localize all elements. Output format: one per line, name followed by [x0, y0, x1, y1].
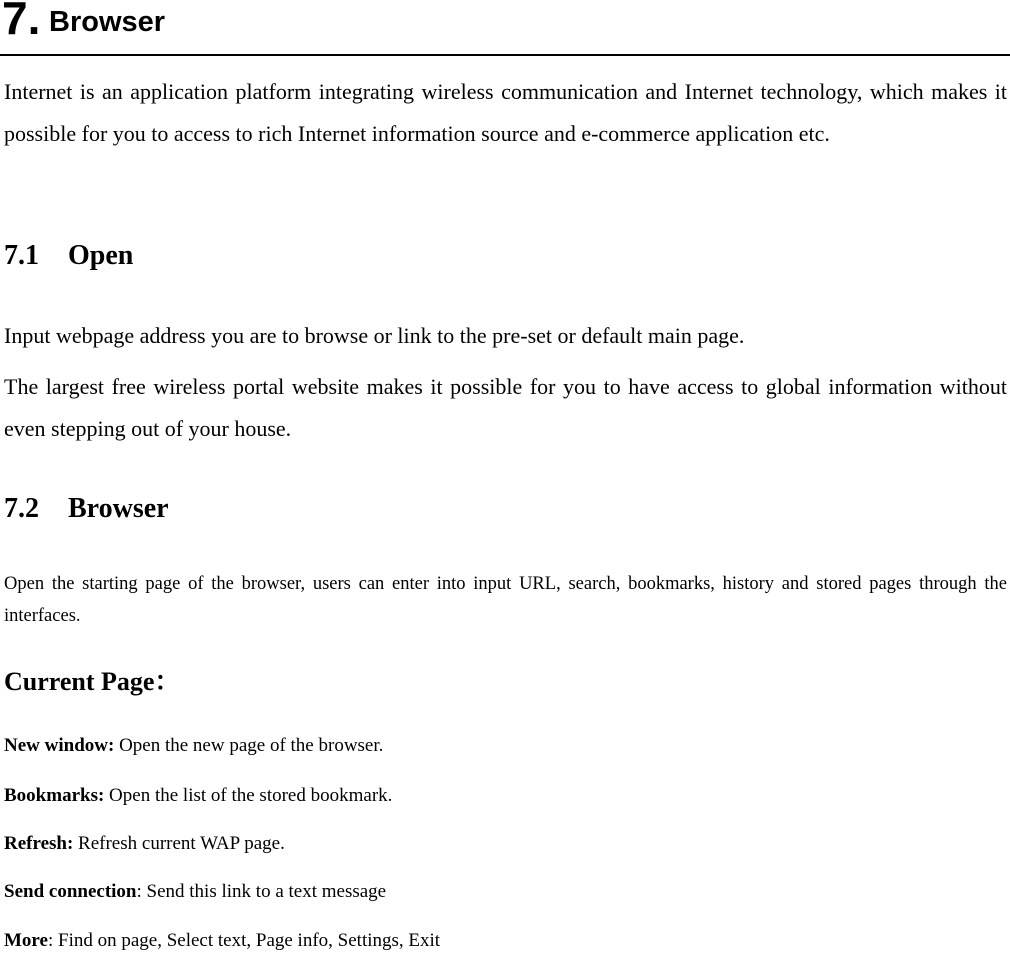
list-item-more [4, 927, 440, 955]
chapter-title: Browser [49, 6, 166, 38]
current-page-heading: Current Page： [4, 667, 181, 696]
item-description: Open the list of the stored bookmark. [104, 785, 393, 806]
list-item-new-window [4, 732, 383, 760]
item-term: More [4, 930, 48, 951]
item-description: Open the new page of the browser. [114, 735, 384, 756]
section-title: Browser [68, 493, 169, 524]
item-term: Refresh: [4, 833, 74, 854]
item-term: New window: [4, 735, 115, 756]
section-number: 7.2 [4, 493, 39, 524]
item-description: Refresh current WAP page. [73, 833, 285, 854]
chapter-heading [0, 0, 1010, 56]
list-item-refresh [4, 830, 285, 858]
list-item-bookmarks [4, 782, 392, 810]
list-item-send-connection [4, 878, 386, 906]
browser-paragraph-1: Open the starting page of the browser, users can enter into input URL, search, bookmarks, history and stored pages through the interfaces. [4, 574, 1007, 626]
section-heading-open [4, 238, 133, 274]
item-description: : Send this link to a text message [136, 881, 387, 902]
intro-paragraph: Internet is an application platform integrating wireless communication and Internet technology, which makes it possible for you to access to rich Internet information source and e-commerce application etc. [4, 79, 1007, 146]
open-paragraph-1: Input webpage address you are to browse or link to the pre-set or default main page. [4, 323, 745, 348]
item-description: : Find on page, Select text, Page info, Settings, Exit [47, 930, 441, 951]
section-heading-browser [4, 491, 169, 527]
open-paragraph-2: The largest free wireless portal website makes it possible for you to have access to global information without even stepping out of your house. [4, 374, 1007, 441]
section-title: Open [68, 240, 134, 271]
item-term: Bookmarks: [4, 785, 105, 806]
section-number: 7.1 [4, 240, 39, 271]
chapter-number: 7. [2, 0, 41, 44]
item-term: Send connection [4, 881, 137, 902]
